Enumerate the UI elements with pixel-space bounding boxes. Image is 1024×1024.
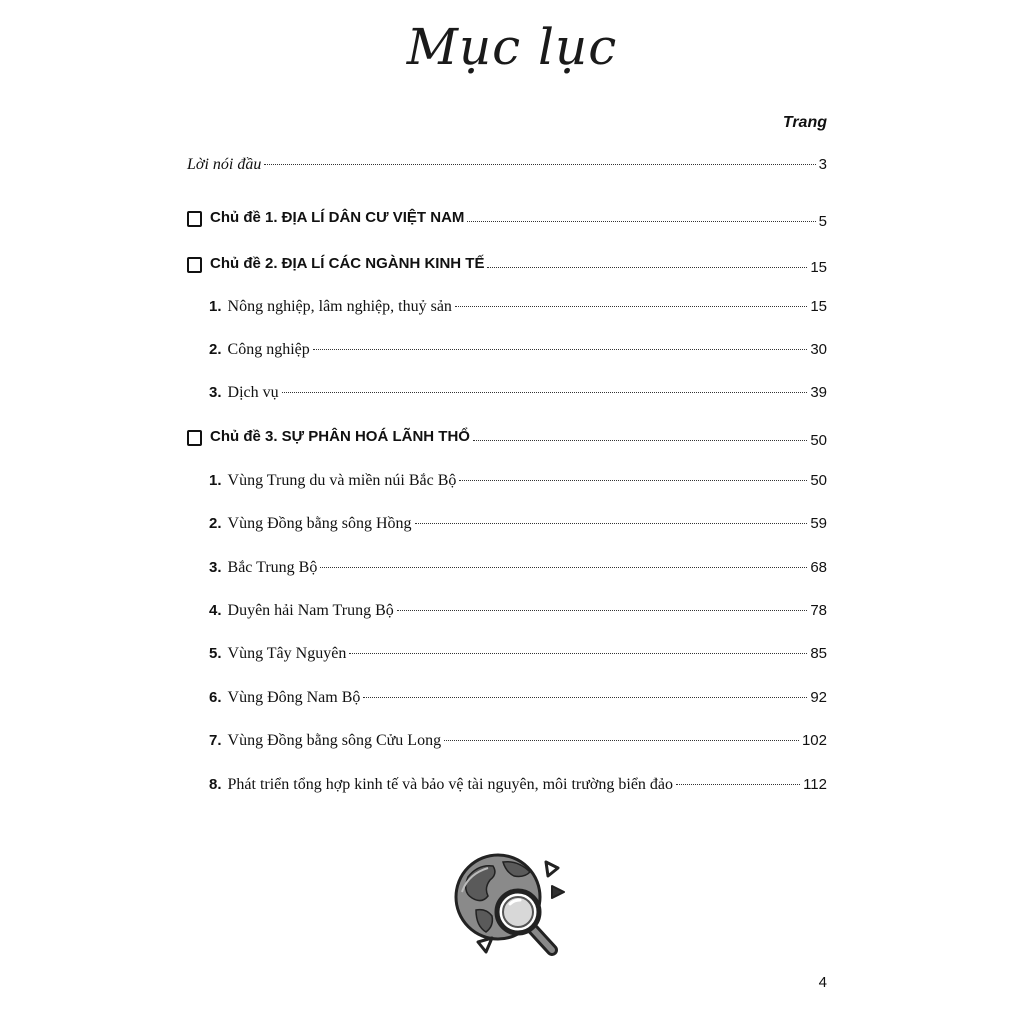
toc-item-label: Vùng Đồng bằng sông Cửu Long (227, 732, 442, 749)
dot-leader (320, 567, 807, 568)
toc-item-number: 2. (209, 341, 222, 358)
toc-item-label: Công nghiệp (227, 341, 310, 358)
toc-topic-label: Chủ đề 3. SỰ PHÂN HOÁ LÃNH THỔ (210, 428, 470, 445)
checkbox-icon (187, 430, 202, 446)
toc-entry-page: 50 (810, 472, 827, 489)
toc-item[interactable] (209, 689, 827, 713)
dot-leader (455, 306, 807, 307)
toc-entry-intro[interactable] (187, 156, 827, 180)
toc-topic-2[interactable] (187, 255, 827, 279)
dot-leader (264, 164, 815, 165)
toc-entry-page: 39 (810, 384, 827, 401)
toc-entry-page: 59 (810, 515, 827, 532)
toc-item-number: 1. (209, 298, 222, 315)
dot-leader (676, 784, 800, 785)
dot-leader (282, 392, 808, 393)
toc-item-label: Phát triển tổng hợp kinh tế và bảo vệ tài nguyên, môi trường biển đảo (227, 776, 674, 793)
toc-item[interactable] (209, 472, 827, 496)
dot-leader (473, 440, 807, 441)
toc-topic-1[interactable] (187, 209, 827, 233)
checkbox-icon (187, 211, 202, 227)
dot-leader (397, 610, 808, 611)
toc-item-label: Nông nghiệp, lâm nghiệp, thuỷ sản (227, 298, 452, 315)
toc-entry-page: 5 (818, 212, 827, 230)
checkbox-icon (187, 257, 202, 273)
toc-item[interactable] (209, 341, 827, 365)
page-title: Mục lục (406, 18, 618, 76)
toc-entry-page: 78 (810, 602, 827, 619)
toc-item-number: 1. (209, 472, 222, 489)
toc-item-label: Vùng Tây Nguyên (227, 645, 347, 662)
dot-leader (415, 523, 808, 524)
toc-topic-title (187, 209, 464, 226)
dot-leader (467, 221, 815, 222)
toc-item[interactable] (209, 384, 827, 408)
toc-item[interactable] (209, 515, 827, 539)
toc-item-number: 7. (209, 732, 222, 749)
toc-entry-page: 3 (818, 156, 827, 173)
toc-item-number: 5. (209, 645, 222, 662)
toc-item-number: 4. (209, 602, 222, 619)
toc-item[interactable] (209, 645, 827, 669)
toc-topic-label: Chủ đề 1. ĐỊA LÍ DÂN CƯ VIỆT NAM (210, 209, 465, 226)
toc-item-number: 3. (209, 384, 222, 401)
toc-entry-title: Lời nói đầu (187, 156, 262, 173)
toc-entry-page: 15 (810, 258, 827, 276)
page-number: 4 (818, 974, 827, 991)
toc-item[interactable] (209, 776, 827, 800)
toc-entry-page: 92 (810, 689, 827, 706)
toc-topic-label: Chủ đề 2. ĐỊA LÍ CÁC NGÀNH KINH TẾ (210, 255, 485, 272)
page-column-header: Trang (782, 114, 827, 131)
toc-entry-page: 15 (810, 298, 827, 315)
toc-topic-title (187, 428, 470, 445)
toc-item-label: Duyên hải Nam Trung Bộ (227, 602, 394, 619)
toc-topic-title (187, 255, 484, 272)
dot-leader (444, 740, 799, 741)
toc-item-label: Dịch vụ (227, 384, 279, 401)
toc-item-label: Vùng Đồng bằng sông Hồng (227, 515, 412, 532)
toc-item-label: Vùng Trung du và miền núi Bắc Bộ (227, 472, 457, 489)
toc-item[interactable] (209, 602, 827, 626)
toc-item[interactable] (209, 559, 827, 583)
toc-item[interactable] (209, 298, 827, 322)
toc-entry-page: 50 (810, 431, 827, 449)
dot-leader (349, 653, 807, 654)
toc-item-number: 2. (209, 515, 222, 532)
dot-leader (313, 349, 808, 350)
dot-leader (459, 480, 807, 481)
toc-item-number: 8. (209, 776, 222, 793)
toc-entry-page: 102 (801, 732, 827, 749)
globe-magnifier-icon (448, 852, 578, 962)
toc-entry-page: 30 (810, 341, 827, 358)
toc-topic-3[interactable] (187, 428, 827, 452)
toc-item-number: 3. (209, 559, 222, 576)
toc-item-label: Bắc Trung Bộ (227, 559, 318, 576)
toc-item-label: Vùng Đông Nam Bộ (227, 689, 361, 706)
toc-entry-page: 85 (810, 645, 827, 662)
dot-leader (487, 267, 807, 268)
toc-entry-page: 68 (810, 559, 827, 576)
toc-item[interactable] (209, 732, 827, 756)
dot-leader (363, 697, 807, 698)
toc-entry-page: 112 (803, 776, 827, 793)
toc-item-number: 6. (209, 689, 222, 706)
